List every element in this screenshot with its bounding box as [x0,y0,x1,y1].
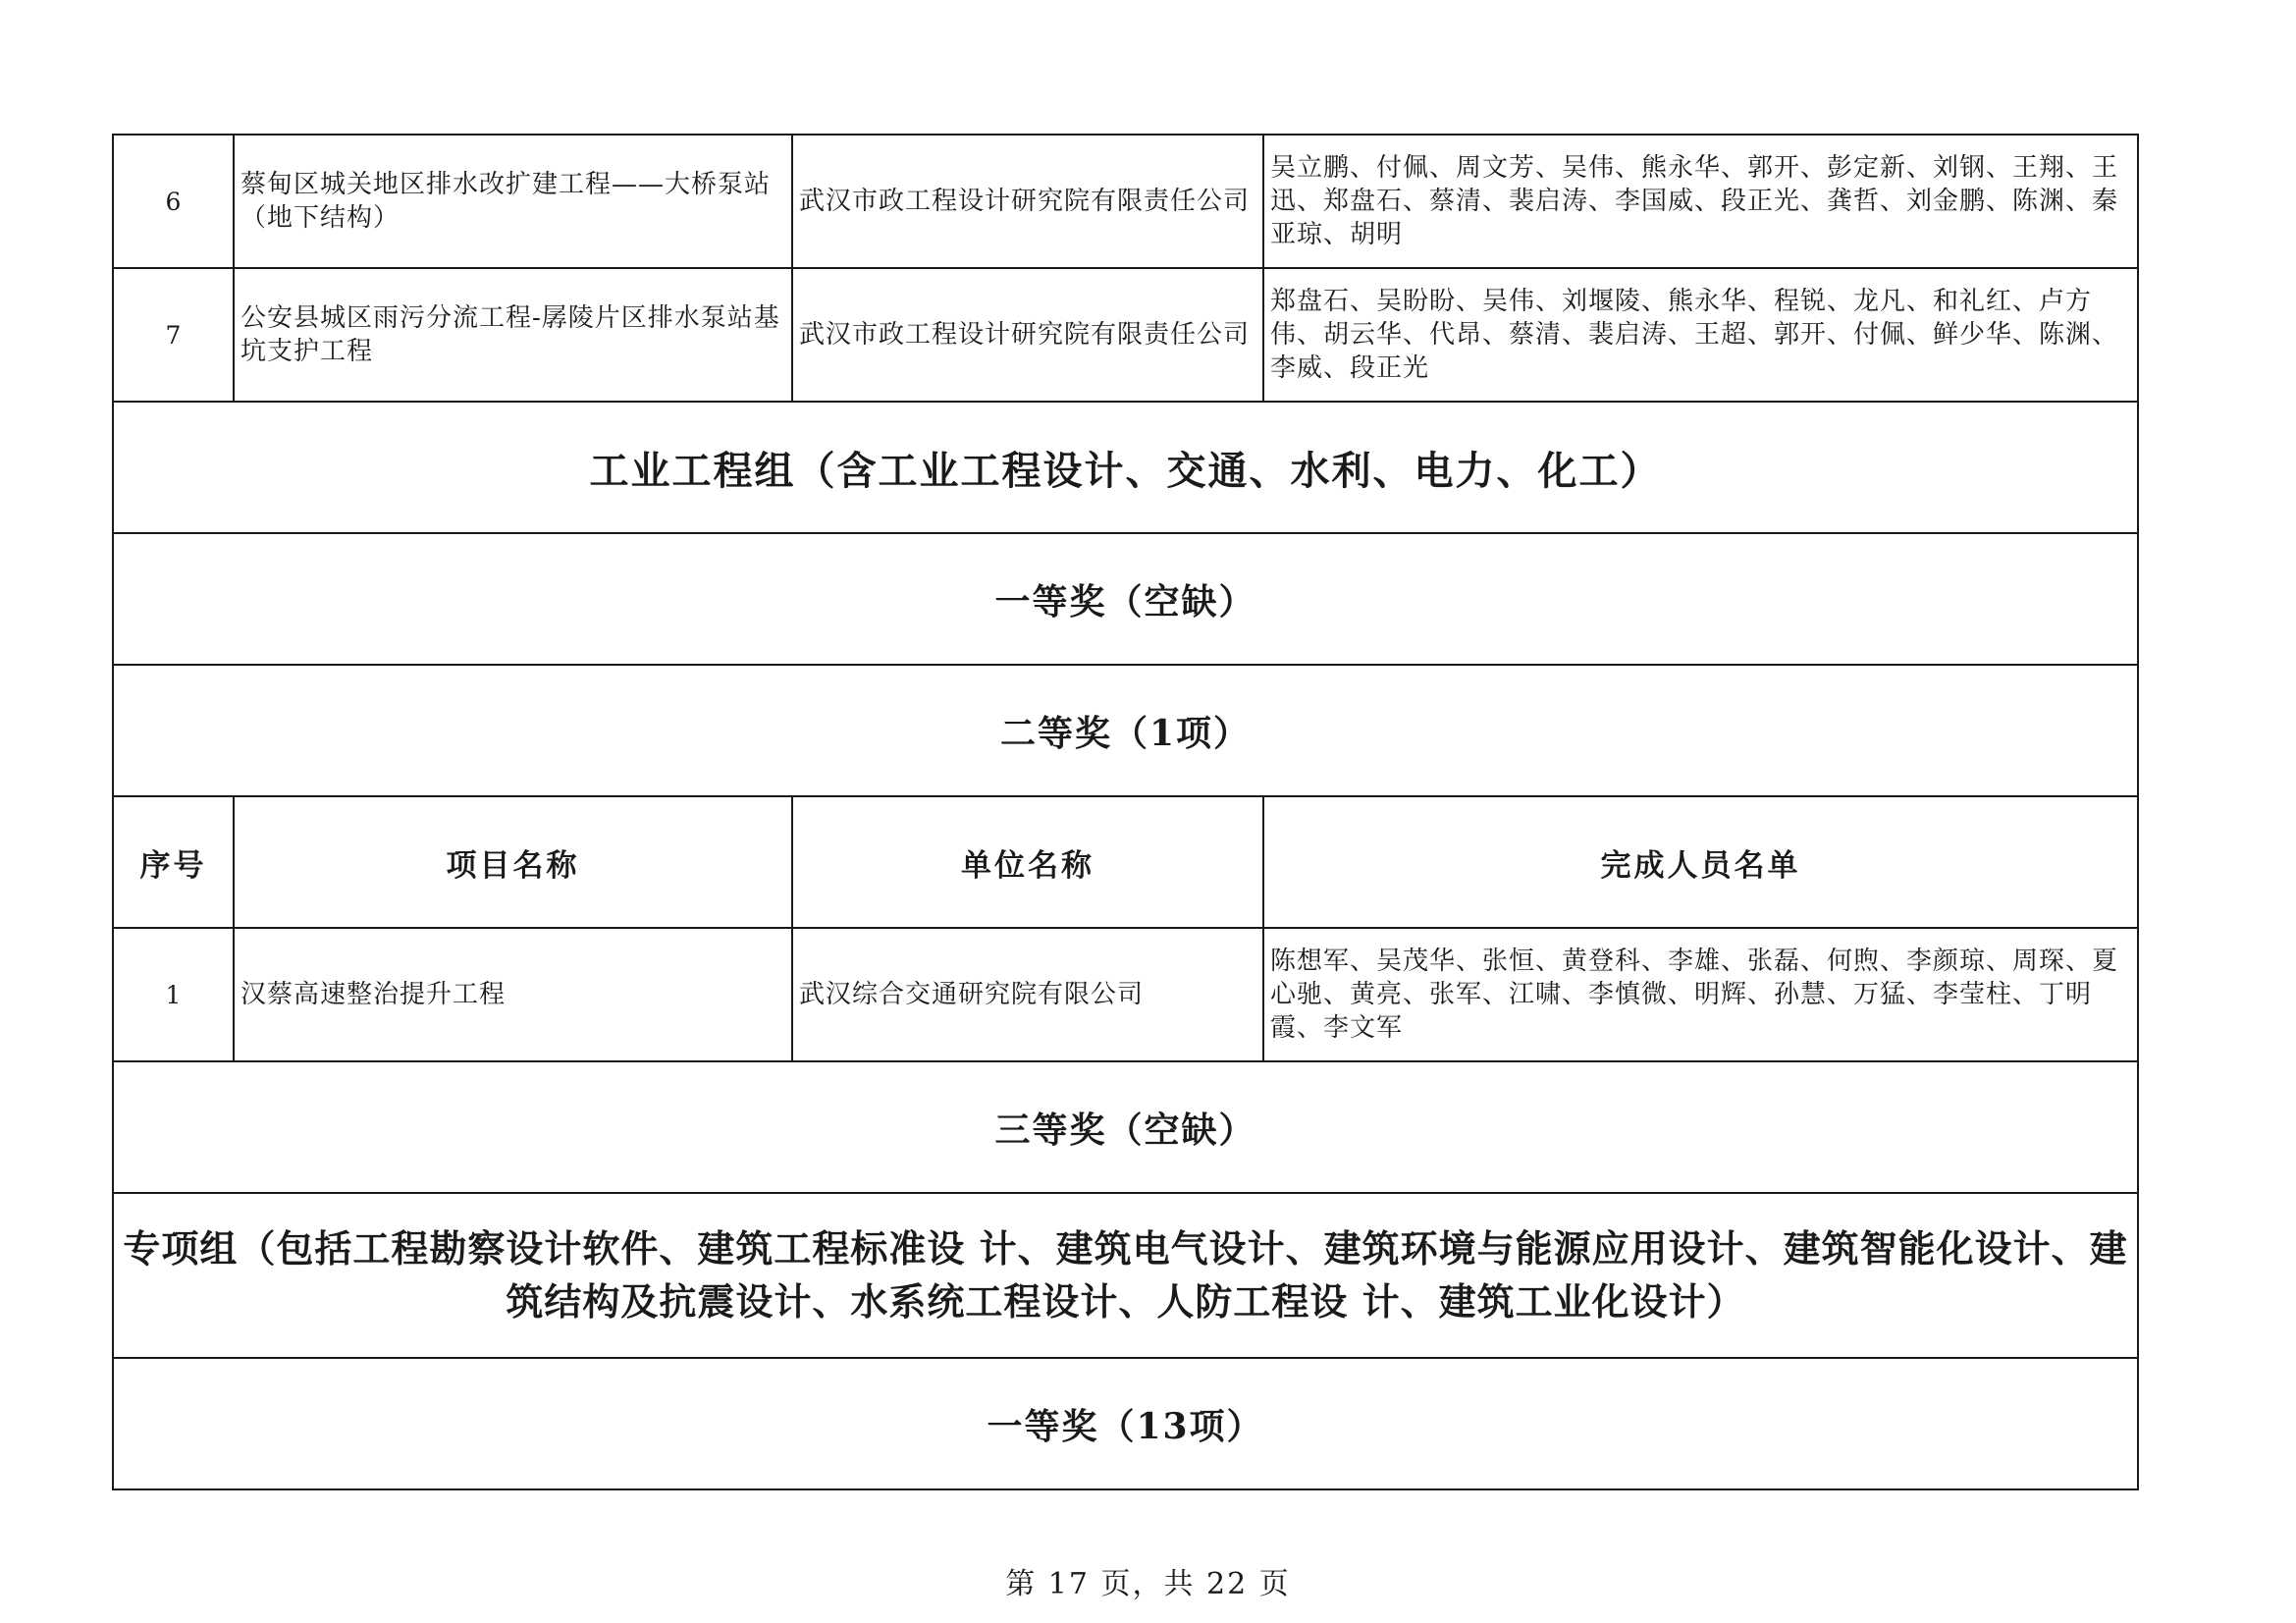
column-header-project: 项目名称 [234,796,792,928]
section-row [113,402,2138,533]
table-row [113,268,2138,402]
award-row [113,665,2138,796]
page-number: 第 17 页，共 22 页 [1005,1567,1291,1601]
row-number: 1 [113,928,234,1061]
special-first-prize: 一等奖（13项） [113,1358,2138,1489]
column-header-no: 序号 [113,796,234,928]
column-header-unit: 单位名称 [792,796,1263,928]
industrial-group-title: 工业工程组（含工业工程设计、交通、水利、电力、化工） [113,402,2138,533]
column-header-people: 完成人员名单 [1263,796,2138,928]
table-row [113,135,2138,268]
industrial-first-prize: 一等奖（空缺） [113,533,2138,665]
award-row [113,533,2138,665]
row-number: 6 [113,135,234,268]
column-header-row [113,796,2138,928]
section-row [113,1193,2138,1358]
industrial-third-prize: 三等奖（空缺） [113,1061,2138,1193]
row-number: 7 [113,268,234,402]
special-group-title: 专项组（包括工程勘察设计软件、建筑工程标准设 计、建筑电气设计、建筑环境与能源应用设计、建筑智能化设计、建筑结构及抗震设计、水系统工程设计、人防工程设 计、建筑工业化设计） [113,1193,2138,1358]
unit-name: 武汉综合交通研究院有限公司 [792,928,1263,1061]
table-row [113,928,2138,1061]
project-name: 汉蔡高速整治提升工程 [234,928,792,1061]
award-row [113,1061,2138,1193]
people-list: 郑盘石、吴盼盼、吴伟、刘堰陵、熊永华、程锐、龙凡、和礼红、卢方伟、胡云华、代昂、蔡清、裴启涛、王超、郭开、付佩、鲜少华、陈渊、李威、段正光 [1263,268,2138,402]
project-name: 蔡甸区城关地区排水改扩建工程——大桥泵站（地下结构） [234,135,792,268]
unit-name: 武汉市政工程设计研究院有限责任公司 [792,135,1263,268]
awards-table [112,134,2139,1490]
people-list: 吴立鹏、付佩、周文芳、吴伟、熊永华、郭开、彭定新、刘钢、王翔、王迅、郑盘石、蔡清、裴启涛、李国威、段正光、龚哲、刘金鹏、陈渊、秦亚琼、胡明 [1263,135,2138,268]
unit-name: 武汉市政工程设计研究院有限责任公司 [792,268,1263,402]
people-list: 陈想军、吴茂华、张恒、黄登科、李雄、张磊、何煦、李颜琼、周琛、夏心驰、黄亮、张军、江啸、李慎微、明辉、孙慧、万猛、李莹柱、丁明霞、李文军 [1263,928,2138,1061]
project-name: 公安县城区雨污分流工程-孱陵片区排水泵站基坑支护工程 [234,268,792,402]
award-row [113,1358,2138,1489]
industrial-second-prize: 二等奖（1项） [113,665,2138,796]
